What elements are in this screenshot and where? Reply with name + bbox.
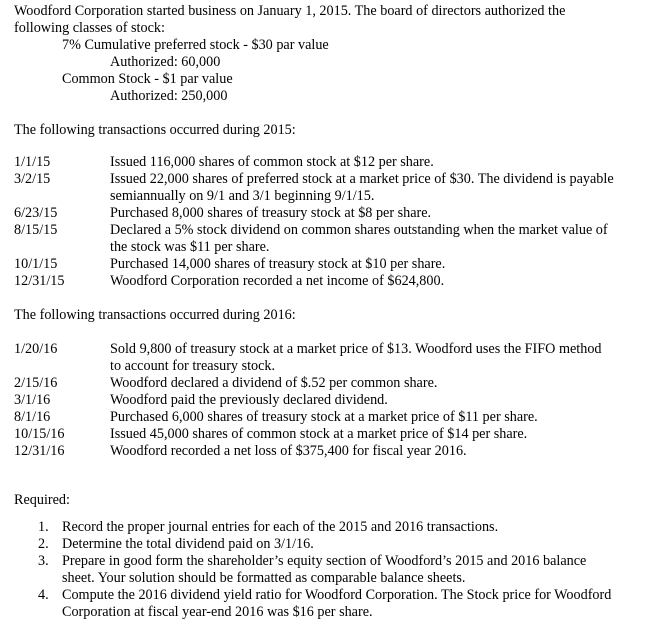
required-item-text: Determine the total dividend paid on 3/1/16.: [62, 536, 314, 552]
preferred-stock-class: 7% Cumulative preferred stock - $30 par value: [62, 37, 329, 53]
transaction-text: Purchased 8,000 shares of treasury stock at $8 per share.: [110, 205, 432, 221]
common-authorized: Authorized: 250,000: [110, 88, 228, 104]
transaction-date: 10/15/16: [14, 426, 65, 442]
transaction-date: 10/1/15: [14, 256, 58, 272]
required-item-text: sheet. Your solution should be formatted as comparable balance sheets.: [62, 570, 466, 586]
transaction-text: Woodford declared a dividend of $.52 per common share.: [110, 375, 438, 391]
transaction-date: 8/15/15: [14, 222, 58, 238]
transaction-date: 1/20/16: [14, 341, 58, 357]
heading-2015: The following transactions occurred during 2015:: [14, 122, 296, 138]
transaction-text: Woodford paid the previously declared dividend.: [110, 392, 388, 408]
transaction-date: 1/1/15: [14, 154, 51, 170]
required-item-number: 1.: [38, 519, 49, 535]
transaction-text: Woodford recorded a net loss of $375,400 for fiscal year 2016.: [110, 443, 467, 459]
transaction-text: Issued 116,000 shares of common stock at $12 per share.: [110, 154, 434, 170]
required-item-number: 2.: [38, 536, 49, 552]
transaction-date: 6/23/15: [14, 205, 58, 221]
preferred-authorized: Authorized: 60,000: [110, 54, 221, 70]
transaction-text: Issued 45,000 shares of common stock at a market price of $14 per share.: [110, 426, 528, 442]
transaction-text: Issued 22,000 shares of preferred stock at a market price of $30. The dividend is payable: [110, 171, 614, 187]
transaction-text: the stock was $11 per share.: [110, 239, 270, 255]
intro-line-1: Woodford Corporation started business on January 1, 2015. The board of directors authorized the: [14, 3, 566, 19]
transaction-text: to account for treasury stock.: [110, 358, 276, 374]
transaction-date: 2/15/16: [14, 375, 58, 391]
transaction-text: semiannually on 9/1 and 3/1 beginning 9/1/15.: [110, 188, 375, 204]
transaction-text: Sold 9,800 of treasury stock at a market price of $13. Woodford uses the FIFO method: [110, 341, 602, 357]
required-item-text: Prepare in good form the shareholder’s equity section of Woodford’s 2015 and 2016 balance: [62, 553, 587, 569]
required-item-number: 3.: [38, 553, 49, 569]
intro-line-2: following classes of stock:: [14, 20, 165, 36]
transaction-text: Woodford Corporation recorded a net income of $624,800.: [110, 273, 445, 289]
transaction-text: Purchased 14,000 shares of treasury stock at $10 per share.: [110, 256, 446, 272]
required-heading: Required:: [14, 492, 70, 508]
transaction-date: 12/31/15: [14, 273, 65, 289]
transaction-date: 3/1/16: [14, 392, 51, 408]
common-stock-class: Common Stock - $1 par value: [62, 71, 233, 87]
required-item-text: Compute the 2016 dividend yield ratio for Woodford Corporation. The Stock price for Woodford: [62, 587, 612, 603]
transaction-text: Declared a 5% stock dividend on common shares outstanding when the market value of: [110, 222, 608, 238]
transaction-date: 8/1/16: [14, 409, 51, 425]
transaction-text: Purchased 6,000 shares of treasury stock at a market price of $11 per share.: [110, 409, 538, 425]
heading-2016: The following transactions occurred during 2016:: [14, 307, 296, 323]
required-item-text: Record the proper journal entries for each of the 2015 and 2016 transactions.: [62, 519, 499, 535]
transaction-date: 3/2/15: [14, 171, 51, 187]
transaction-date: 12/31/16: [14, 443, 65, 459]
required-item-number: 4.: [38, 587, 49, 603]
required-item-text: Corporation at fiscal year-end 2016 was $16 per share.: [62, 604, 373, 620]
